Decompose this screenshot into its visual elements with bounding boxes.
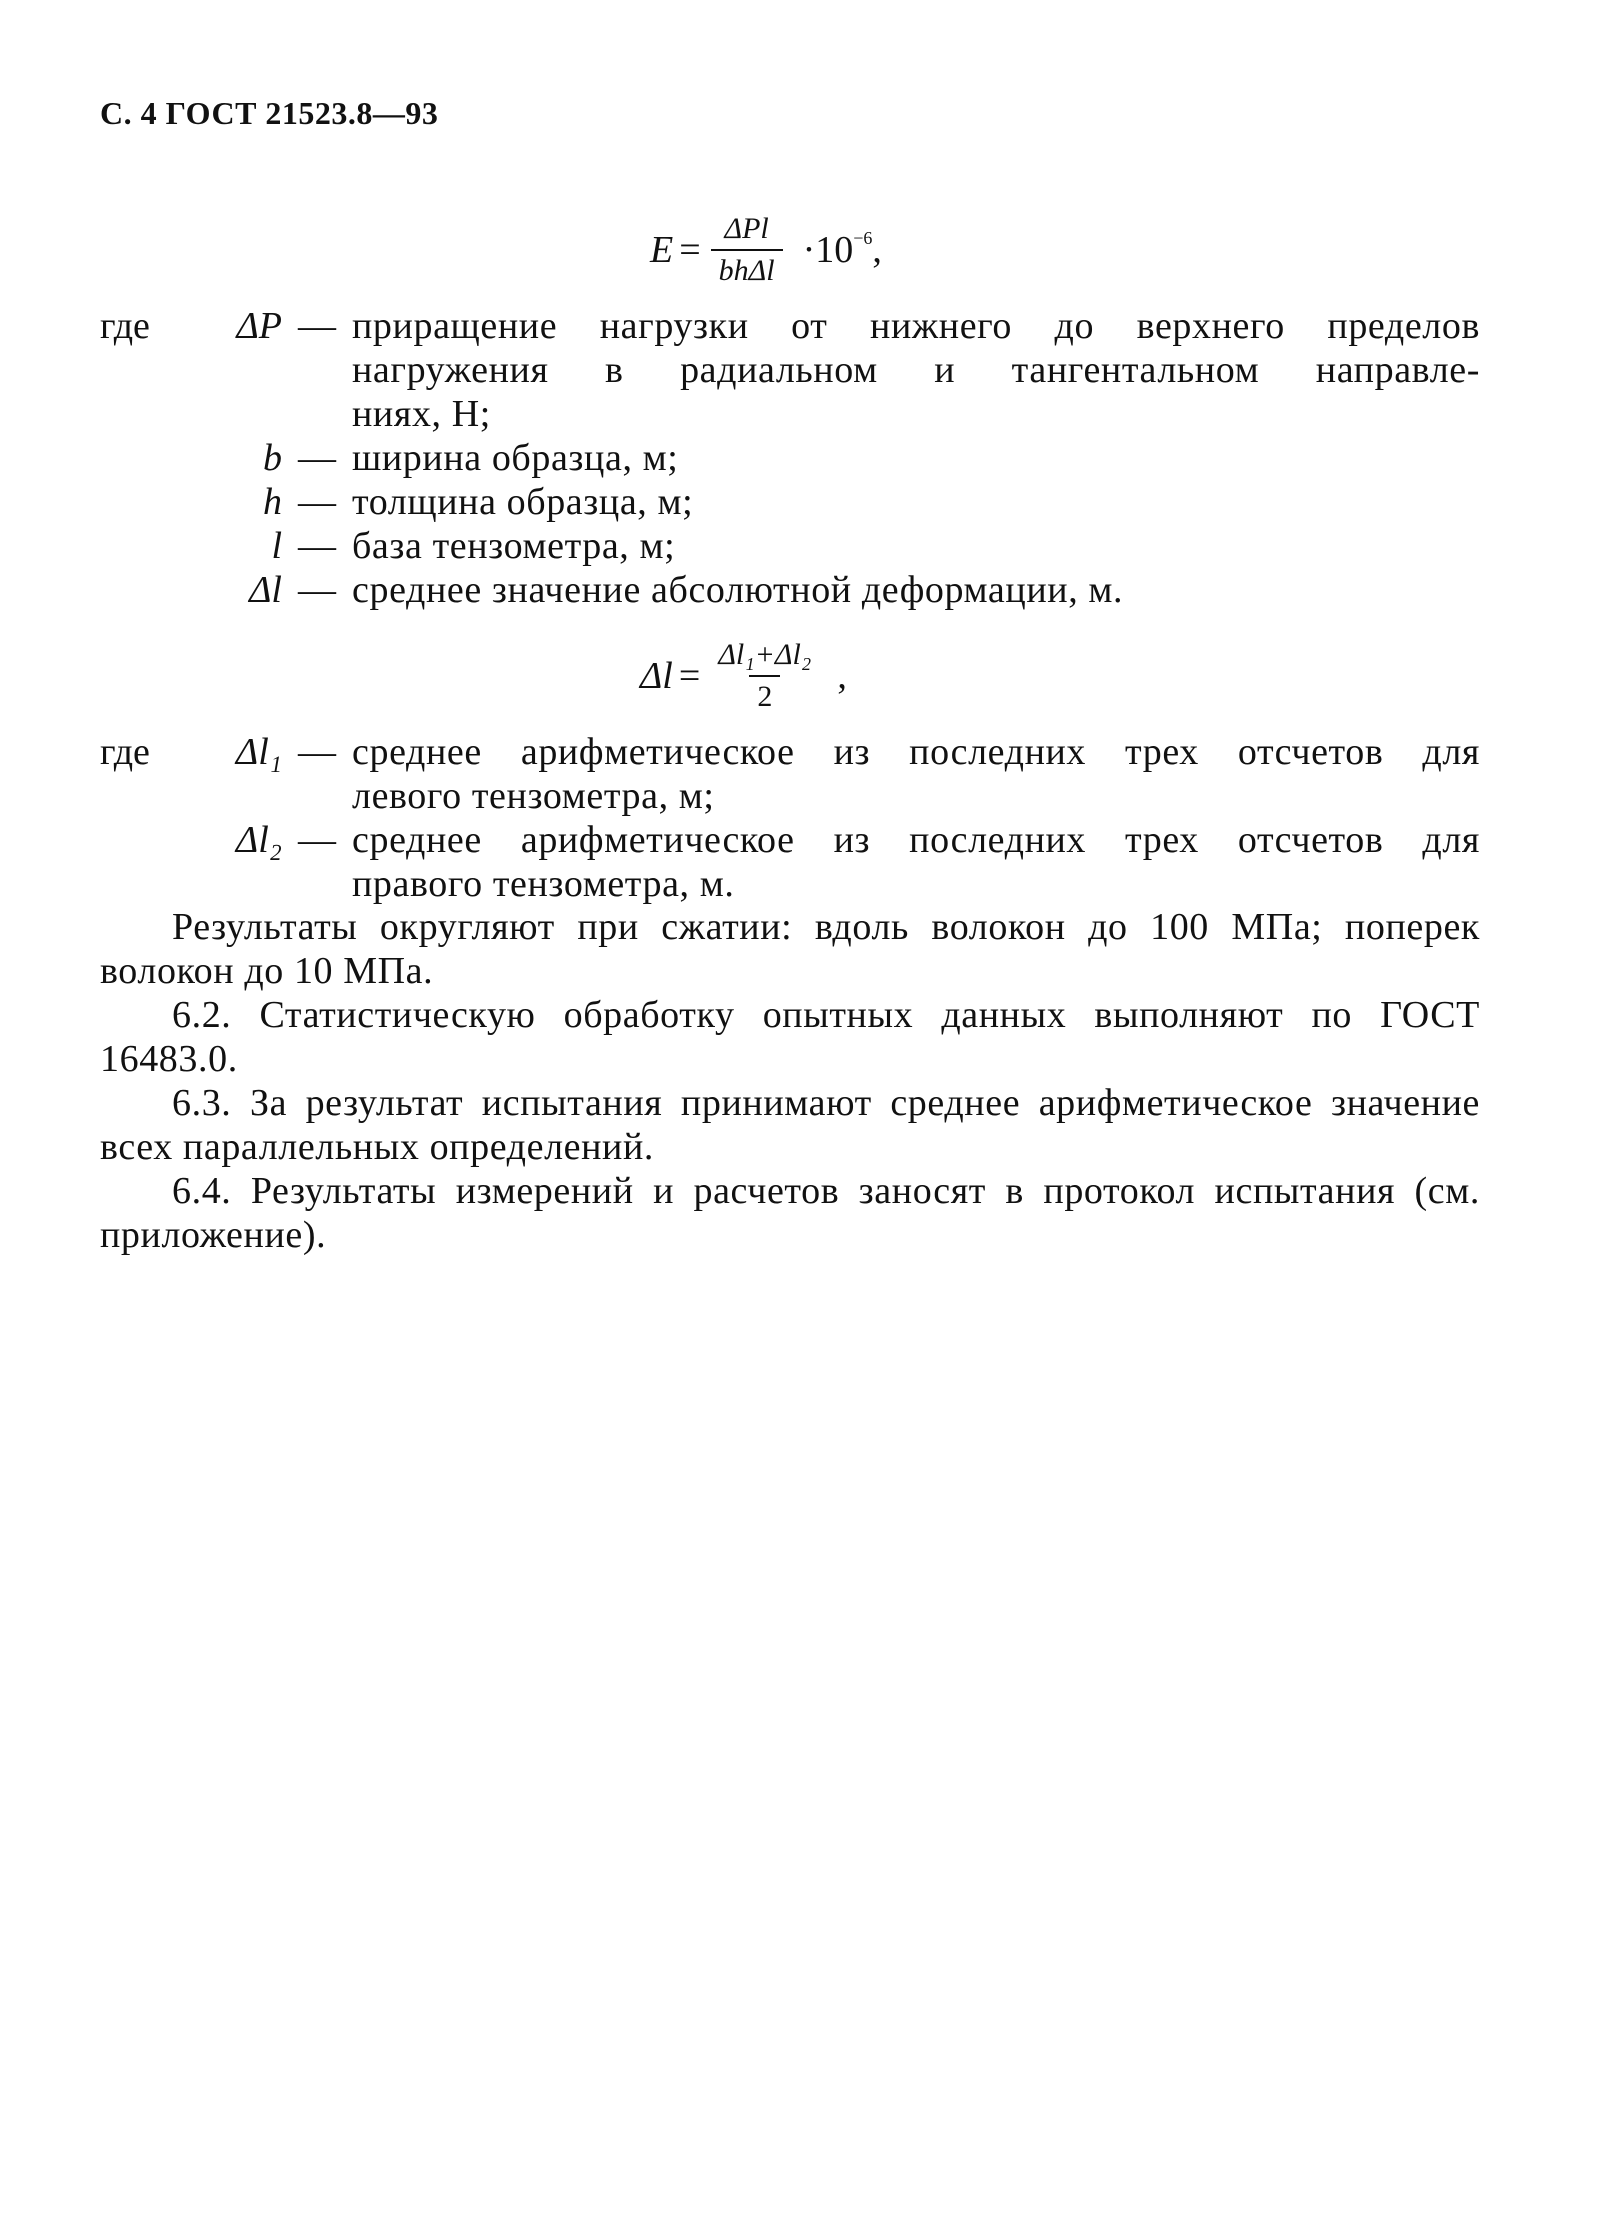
definitions-list-2 [100, 730, 1480, 906]
definition-lead: где [100, 731, 150, 773]
definition-dash: — [298, 819, 336, 861]
definition-lead [100, 818, 182, 862]
definition-row [100, 730, 1480, 774]
formula-numerator: ΔPl [724, 212, 769, 245]
formula-multiplier [803, 228, 873, 272]
definition-symbol: h [263, 481, 282, 523]
definition-text: среднее значение абсолютной деформации, м. [352, 569, 1124, 611]
formula-fraction [710, 638, 819, 714]
definition-continuation: левого тензометра, м; [352, 775, 715, 817]
definition-dash: — [298, 525, 336, 567]
formula-denominator: 2 [749, 675, 780, 714]
body-paragraphs [100, 905, 1480, 1257]
definition-row [100, 480, 1480, 524]
definition-dash: — [298, 305, 336, 347]
definition-symbol: Δl [249, 569, 282, 611]
formula-lhs: E [650, 229, 674, 271]
paragraph-6-2: 6.2. Статистическую обработку опытных данных выполняют по ГОСТ 16483.0. [100, 994, 1480, 1080]
definition-row [100, 818, 1480, 862]
definition-row [100, 568, 1480, 612]
formula-equals: = [679, 229, 701, 271]
formula-lhs: Δl [640, 655, 673, 697]
page-header: С. 4 ГОСТ 21523.8—93 [100, 95, 439, 131]
paragraph-rounding: Результаты округляют при сжатии: вдоль волокон до 100 МПа; поперек волокон до 10 МПа. [100, 906, 1480, 992]
formula-numerator: Δl₁+Δl₂ [718, 638, 812, 671]
definition-text: база тензометра, м; [352, 525, 676, 567]
definition-symbol: l [271, 525, 282, 567]
formula-elastic-modulus [650, 200, 882, 300]
definition-symbol: b [263, 437, 282, 479]
definition-dash: — [298, 569, 336, 611]
definition-text: ширина образца, м; [352, 437, 679, 479]
formula-equals: = [678, 655, 701, 697]
definition-symbol: ΔP [236, 305, 282, 347]
formula-fraction [711, 212, 783, 288]
formula-trailing-comma: , [837, 655, 847, 697]
definitions-list-1 [100, 304, 1480, 612]
definition-continuation: ниях, Н; [352, 393, 491, 435]
definition-text: среднее арифметическое из последних трех отсчетов для [352, 819, 1480, 861]
definition-continuation: правого тензометра, м. [352, 863, 735, 905]
definition-lead [100, 524, 182, 568]
formula-multiplier-base: ·10 [802, 229, 854, 271]
definition-lead [100, 568, 182, 612]
definition-lead [100, 480, 182, 524]
definition-row [100, 524, 1480, 568]
definition-symbol: Δl₁ [235, 731, 282, 773]
definition-text: толщина образца, м; [352, 481, 694, 523]
paragraph-6-4: 6.4. Результаты измерений и расчетов заносят в протокол испытания (см. приложение). [100, 1170, 1480, 1256]
definition-row [100, 436, 1480, 480]
definition-lead: где [100, 305, 150, 347]
definition-text: приращение нагрузки от нижнего до верхнего пределов [352, 305, 1480, 347]
formula-multiplier-exponent: −6 [853, 228, 873, 248]
formula-denominator: bhΔl [711, 249, 783, 288]
formula-trailing-comma: , [872, 229, 882, 271]
paragraph-6-3: 6.3. За результат испытания принимают среднее арифметическое значение всех параллельных определений. [100, 1082, 1480, 1168]
definition-dash: — [298, 481, 336, 523]
definition-continuation: нагружения в радиальном и тангентальном направле- [352, 349, 1480, 391]
definition-row [100, 304, 1480, 348]
formula-mean-deformation [640, 626, 847, 726]
definition-lead [100, 436, 182, 480]
definition-dash: — [298, 437, 336, 479]
definition-symbol: Δl₂ [235, 819, 282, 861]
definition-dash: — [298, 731, 336, 773]
definition-text: среднее арифметическое из последних трех отсчетов для [352, 731, 1480, 773]
